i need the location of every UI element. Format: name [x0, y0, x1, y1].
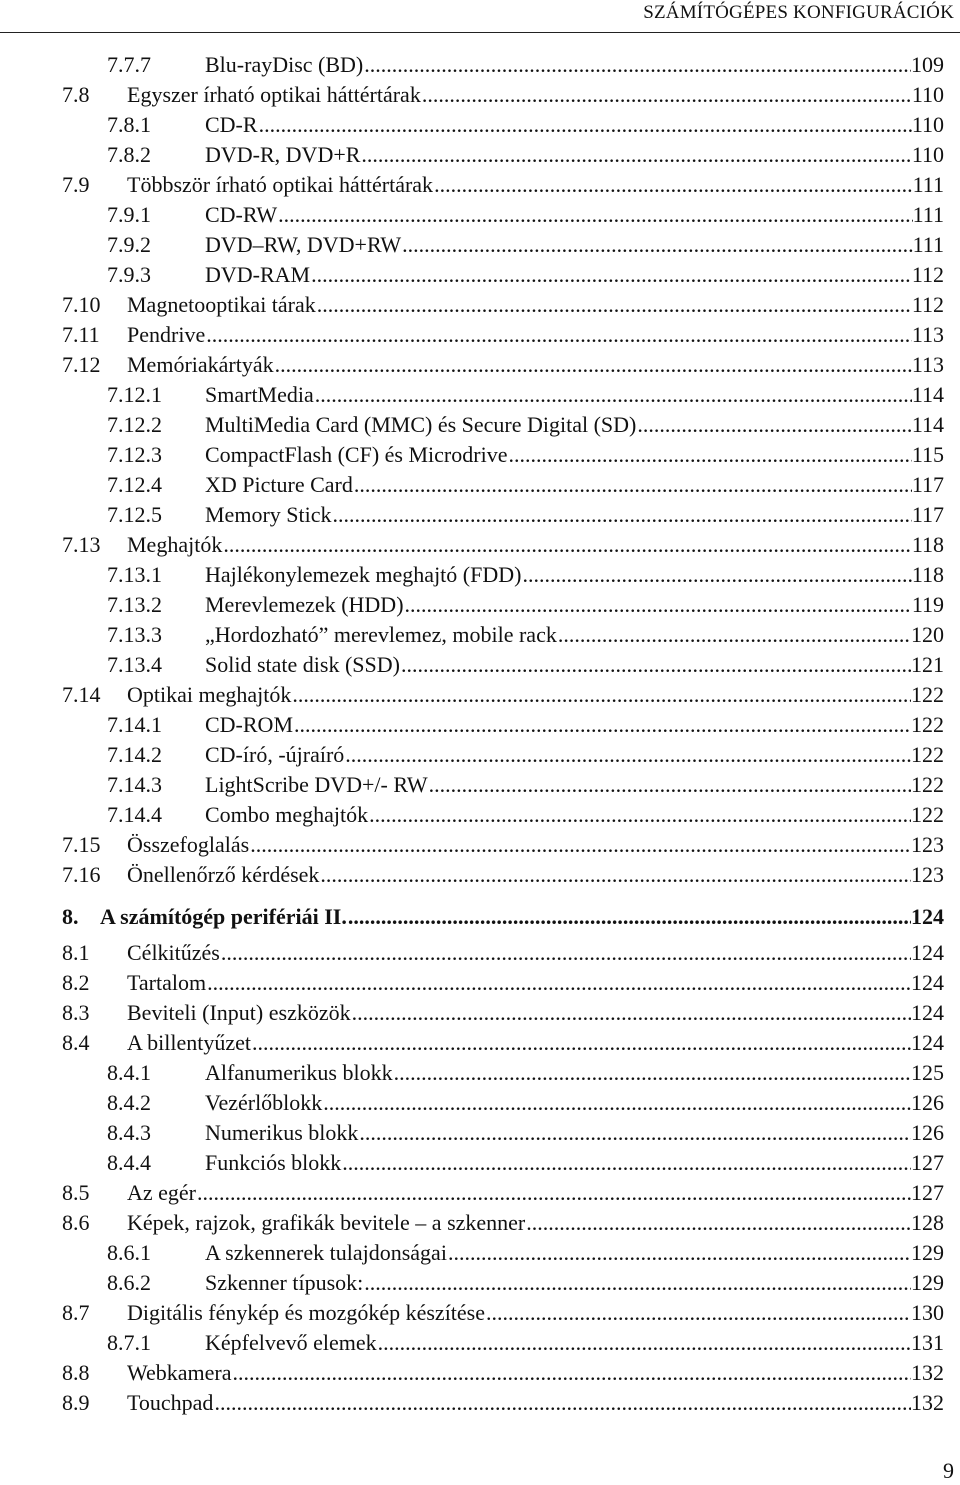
- toc-entry-number: 7.13.3: [107, 622, 162, 647]
- toc-dot-leader: [558, 620, 911, 650]
- toc-entry[interactable]: [62, 440, 944, 470]
- toc-dot-leader: [352, 998, 911, 1028]
- page-header: [0, 0, 960, 33]
- toc-entry-page: 124: [911, 970, 944, 995]
- toc-entry[interactable]: [62, 110, 944, 140]
- toc-entry[interactable]: [62, 1358, 944, 1388]
- toc-entry-title: LightScribe DVD+/- RW: [205, 772, 428, 797]
- toc-entry-number: 7.9: [62, 172, 90, 197]
- toc-dot-leader: [250, 830, 911, 860]
- toc-entry-title: Többször írható optikai háttértárak: [127, 172, 434, 197]
- toc-entry[interactable]: [62, 230, 944, 260]
- toc-entry-title: Képek, rajzok, grafikák bevitele – a szkenner: [127, 1210, 526, 1235]
- toc-entry-page: 110: [911, 142, 944, 167]
- toc-dot-leader: [364, 50, 911, 80]
- toc-entry-title: MultiMedia Card (MMC) és Secure Digital (SD): [205, 412, 637, 437]
- toc-dot-leader: [333, 500, 912, 530]
- toc-entry[interactable]: [62, 560, 944, 590]
- toc-dot-leader: [354, 470, 912, 500]
- toc-entry[interactable]: [62, 710, 944, 740]
- toc-entry-page: 122: [911, 802, 944, 827]
- toc-entry[interactable]: [62, 1298, 944, 1328]
- toc-entry[interactable]: [62, 1028, 944, 1058]
- toc-entry[interactable]: [62, 830, 944, 860]
- toc-entry[interactable]: [62, 1058, 944, 1088]
- toc-entry[interactable]: [62, 500, 944, 530]
- toc-entry-number: 7.13.2: [107, 592, 162, 617]
- toc-entry-page: 109: [911, 52, 944, 77]
- toc-entry-title: CD-ROM: [205, 712, 294, 737]
- toc-dot-leader: [378, 1328, 911, 1358]
- toc-entry[interactable]: [62, 620, 944, 650]
- toc-entry-number: 8.4: [62, 1030, 90, 1055]
- toc-entry[interactable]: [62, 860, 944, 890]
- toc-entry-page: 119: [911, 592, 944, 617]
- toc-entry[interactable]: [62, 50, 944, 80]
- toc-entry[interactable]: [62, 902, 944, 932]
- toc-dot-leader: [214, 1388, 911, 1418]
- toc-dot-leader: [422, 80, 912, 110]
- toc-entry-page: 120: [911, 622, 944, 647]
- toc-entry-title: Az egér: [127, 1180, 197, 1205]
- toc-entry-number: 7.15: [62, 832, 101, 857]
- toc-entry-page: 122: [911, 772, 944, 797]
- toc-entry[interactable]: [62, 170, 944, 200]
- toc-entry-number: 7.7.7: [107, 52, 151, 77]
- toc-dot-leader: [278, 200, 913, 230]
- toc-dot-leader: [401, 650, 911, 680]
- toc-entry-number: 8.5: [62, 1180, 90, 1205]
- toc-dot-leader: [369, 800, 911, 830]
- toc-entry-number: 7.12.4: [107, 472, 162, 497]
- toc-dot-leader: [342, 1148, 911, 1178]
- toc-entry[interactable]: [62, 350, 944, 380]
- toc-entry[interactable]: [62, 470, 944, 500]
- toc-entry[interactable]: [62, 938, 944, 968]
- toc-dot-leader: [637, 410, 911, 440]
- toc-entry-page: 121: [911, 652, 944, 677]
- toc-entry-number: 7.14.4: [107, 802, 162, 827]
- toc-dot-leader: [522, 560, 911, 590]
- toc-dot-leader: [323, 1088, 911, 1118]
- toc-entry-number: 7.9.3: [107, 262, 151, 287]
- toc-entry[interactable]: [62, 1148, 944, 1178]
- toc-entry-page: 124: [911, 940, 944, 965]
- toc-dot-leader: [345, 740, 911, 770]
- toc-entry-page: 124: [911, 1030, 944, 1055]
- toc-entry-title: Beviteli (Input) eszközök: [127, 1000, 351, 1025]
- toc-entry-number: 7.12.1: [107, 382, 162, 407]
- toc-dot-leader: [434, 170, 913, 200]
- toc-entry[interactable]: [62, 740, 944, 770]
- toc-entry-number: 7.8: [62, 82, 90, 107]
- toc-entry-page: 114: [911, 382, 944, 407]
- toc-entry-title: Memóriakártyák: [127, 352, 274, 377]
- toc-entry-page: 129: [911, 1240, 944, 1265]
- toc-entry-page: 115: [911, 442, 944, 467]
- toc-entry-number: 7.14.2: [107, 742, 162, 767]
- toc-entry-title: A szkennerek tulajdonságai: [205, 1240, 447, 1265]
- toc-entry[interactable]: [62, 140, 944, 170]
- toc-entry-title: Meghajtók: [127, 532, 223, 557]
- toc-dot-leader: [311, 260, 912, 290]
- toc-entry-title: Numerikus blokk: [205, 1120, 359, 1145]
- toc-dot-leader: [317, 290, 912, 320]
- toc-entry-title: Egyszer írható optikai háttértárak: [127, 82, 421, 107]
- toc-dot-leader: [320, 860, 911, 890]
- toc-entry-title: Merevlemezek (HDD): [205, 592, 404, 617]
- toc-entry-title: Memory Stick: [205, 502, 332, 527]
- toc-entry-title: Magnetooptikai tárak: [127, 292, 316, 317]
- toc-entry[interactable]: [62, 80, 944, 110]
- toc-entry-number: 8.7: [62, 1300, 90, 1325]
- toc-entry-page: 113: [911, 352, 944, 377]
- toc-entry-page: 124: [911, 904, 944, 929]
- running-header-title: SZÁMÍTÓGÉPES KONFIGURÁCIÓK: [643, 2, 954, 23]
- toc-entry-number: 7.14: [62, 682, 101, 707]
- toc-entry-page: 118: [911, 532, 944, 557]
- toc-entry[interactable]: [62, 998, 944, 1028]
- toc-entry-page: 110: [911, 82, 944, 107]
- toc-dot-leader: [402, 230, 912, 260]
- toc-entry-title: CD-RW: [205, 202, 278, 227]
- toc-entry-title: Tartalom: [127, 970, 207, 995]
- toc-entry[interactable]: [62, 1088, 944, 1118]
- toc-entry-page: 117: [911, 502, 944, 527]
- toc-entry-title: CompactFlash (CF) és Microdrive: [205, 442, 508, 467]
- toc-entry-number: 7.8.1: [107, 112, 151, 137]
- toc-entry[interactable]: [62, 1388, 944, 1418]
- toc-entry-title: Célkitűzés: [127, 940, 220, 965]
- toc-entry-page: 127: [911, 1180, 944, 1205]
- toc-entry-number: 8.7.1: [107, 1330, 151, 1355]
- toc-entry[interactable]: [62, 1208, 944, 1238]
- toc-entry-page: 125: [911, 1060, 944, 1085]
- toc-entry-number: 8.2: [62, 970, 90, 995]
- toc-entry[interactable]: [62, 200, 944, 230]
- toc-dot-leader: [348, 902, 911, 932]
- toc-entry-page: 128: [911, 1210, 944, 1235]
- toc-entry-page: 110: [911, 112, 944, 137]
- toc-dot-leader: [292, 680, 911, 710]
- toc-entry[interactable]: [62, 410, 944, 440]
- toc-entry-title: CD-R: [205, 112, 258, 137]
- toc-entry-number: 7.12.2: [107, 412, 162, 437]
- toc-entry-title: Hajlékonylemezek meghajtó (FDD): [205, 562, 522, 587]
- toc-entry-title: Optikai meghajtók: [127, 682, 292, 707]
- toc-dot-leader: [275, 350, 912, 380]
- toc-entry-title: Összefoglalás: [127, 832, 250, 857]
- toc-entry-title: Vezérlőblokk: [205, 1090, 323, 1115]
- toc-entry-number: 7.13.4: [107, 652, 162, 677]
- toc-dot-leader: [394, 1058, 911, 1088]
- toc-entry-number: 8.8: [62, 1360, 90, 1385]
- toc-entry-page: 113: [911, 322, 944, 347]
- toc-entry-title: Alfanumerikus blokk: [205, 1060, 393, 1085]
- toc-entry[interactable]: [62, 968, 944, 998]
- toc-dot-leader: [359, 1118, 911, 1148]
- toc-entry-page: 111: [912, 202, 944, 227]
- toc-entry-title: Önellenőrző kérdések: [127, 862, 320, 887]
- toc-entry-title: Touchpad: [127, 1390, 214, 1415]
- toc-entry-title: Pendrive: [127, 322, 206, 347]
- toc-entry-page: 124: [911, 1000, 944, 1025]
- toc-dot-leader: [206, 320, 912, 350]
- toc-dot-leader: [361, 140, 911, 170]
- toc-entry-number: 7.16: [62, 862, 101, 887]
- toc-entry-title: Képfelvevő elemek: [205, 1330, 377, 1355]
- toc-entry-page: 122: [911, 742, 944, 767]
- toc-entry[interactable]: [62, 770, 944, 800]
- toc-entry-number: 8.6.1: [107, 1240, 151, 1265]
- toc-entry-page: 112: [911, 262, 944, 287]
- toc-entry-number: 7.11: [62, 322, 100, 347]
- toc-entry-number: 7.10: [62, 292, 101, 317]
- toc-entry-page: 111: [912, 232, 944, 257]
- toc-entry-page: 117: [911, 472, 944, 497]
- toc-entry-number: 8.1: [62, 940, 90, 965]
- toc-entry-page: 114: [911, 412, 944, 437]
- toc-entry-title: Funkciós blokk: [205, 1150, 342, 1175]
- toc-entry-page: 122: [911, 712, 944, 737]
- toc-entry-page: 123: [911, 832, 944, 857]
- toc-entry-title: Digitális fénykép és mozgókép készítése: [127, 1300, 486, 1325]
- toc-entry-number: 8.6.2: [107, 1270, 151, 1295]
- toc-entry-number: 7.14.3: [107, 772, 162, 797]
- toc-entry-title: XD Picture Card: [205, 472, 353, 497]
- toc-entry-number: 8.6: [62, 1210, 90, 1235]
- toc-entry[interactable]: [62, 680, 944, 710]
- toc-entry[interactable]: [62, 1118, 944, 1148]
- toc-entry-page: 112: [911, 292, 944, 317]
- toc-dot-leader: [207, 968, 911, 998]
- toc-entry-number: 7.8.2: [107, 142, 151, 167]
- toc-entry-number: 8.4.1: [107, 1060, 151, 1085]
- toc-entry[interactable]: [62, 530, 944, 560]
- table-of-contents: [62, 50, 944, 1418]
- toc-entry-page: 131: [911, 1330, 944, 1355]
- toc-entry-number: 7.9.1: [107, 202, 151, 227]
- toc-entry-number: 8.3: [62, 1000, 90, 1025]
- toc-entry-number: 8.: [62, 904, 79, 929]
- toc-entry-title: Webkamera: [127, 1360, 232, 1385]
- toc-entry[interactable]: [62, 290, 944, 320]
- toc-dot-leader: [259, 110, 912, 140]
- toc-entry-title: Solid state disk (SSD): [205, 652, 400, 677]
- page-number: 9: [943, 1458, 954, 1483]
- toc-entry-title: Blu-rayDisc (BD): [205, 52, 364, 77]
- toc-entry[interactable]: [62, 1178, 944, 1208]
- toc-dot-leader: [364, 1268, 911, 1298]
- toc-entry[interactable]: [62, 1238, 944, 1268]
- toc-entry-title: Szkenner típusok:: [205, 1270, 364, 1295]
- toc-dot-leader: [486, 1298, 911, 1328]
- toc-dot-leader: [526, 1208, 911, 1238]
- toc-entry-number: 7.9.2: [107, 232, 151, 257]
- toc-entry-number: 8.9: [62, 1390, 90, 1415]
- toc-entry-number: 7.14.1: [107, 712, 162, 737]
- toc-entry[interactable]: [62, 380, 944, 410]
- toc-dot-leader: [197, 1178, 911, 1208]
- toc-entry-number: 7.12: [62, 352, 101, 377]
- toc-entry[interactable]: [62, 1268, 944, 1298]
- toc-entry-number: 7.13: [62, 532, 101, 557]
- toc-entry-page: 122: [911, 682, 944, 707]
- toc-entry-page: 127: [911, 1150, 944, 1175]
- toc-entry-page: 129: [911, 1270, 944, 1295]
- toc-entry-title: SmartMedia: [205, 382, 314, 407]
- toc-entry-title: A billentyűzet: [127, 1030, 252, 1055]
- toc-entry-number: 7.12.3: [107, 442, 162, 467]
- toc-entry-title: DVD-R, DVD+R: [205, 142, 361, 167]
- toc-entry[interactable]: [62, 800, 944, 830]
- toc-dot-leader: [233, 1358, 912, 1388]
- toc-entry-number: 8.4.3: [107, 1120, 151, 1145]
- toc-entry-title: CD-író, -újraíró: [205, 742, 345, 767]
- toc-dot-leader: [223, 530, 911, 560]
- toc-entry-number: 8.4.2: [107, 1090, 151, 1115]
- toc-entry-number: 8.4.4: [107, 1150, 151, 1175]
- toc-entry-number: 7.12.5: [107, 502, 162, 527]
- toc-entry-page: 118: [911, 562, 944, 587]
- toc-entry-title: „Hordozható” merevlemez, mobile rack: [205, 622, 557, 647]
- toc-entry[interactable]: [62, 320, 944, 350]
- toc-entry-page: 130: [911, 1300, 944, 1325]
- toc-entry-title: A számítógép perifériái II.: [100, 904, 347, 929]
- toc-entry[interactable]: [62, 650, 944, 680]
- toc-entry-title: DVD-RAM: [205, 262, 311, 287]
- toc-entry-title: DVD–RW, DVD+RW: [205, 232, 402, 257]
- toc-entry-page: 126: [911, 1090, 944, 1115]
- toc-entry[interactable]: [62, 590, 944, 620]
- toc-dot-leader: [448, 1238, 911, 1268]
- toc-entry-page: 126: [911, 1120, 944, 1145]
- toc-entry-page: 132: [911, 1360, 944, 1385]
- toc-entry-page: 132: [911, 1390, 944, 1415]
- toc-entry-number: 7.13.1: [107, 562, 162, 587]
- toc-entry-page: 111: [912, 172, 944, 197]
- toc-entry[interactable]: [62, 1328, 944, 1358]
- toc-entry-title: Combo meghajtók: [205, 802, 369, 827]
- toc-entry[interactable]: [62, 260, 944, 290]
- toc-dot-leader: [405, 590, 912, 620]
- toc-dot-leader: [294, 710, 911, 740]
- toc-entry-page: 123: [911, 862, 944, 887]
- toc-dot-leader: [429, 770, 911, 800]
- toc-dot-leader: [315, 380, 912, 410]
- toc-dot-leader: [508, 440, 911, 470]
- toc-dot-leader: [221, 938, 911, 968]
- toc-dot-leader: [252, 1028, 911, 1058]
